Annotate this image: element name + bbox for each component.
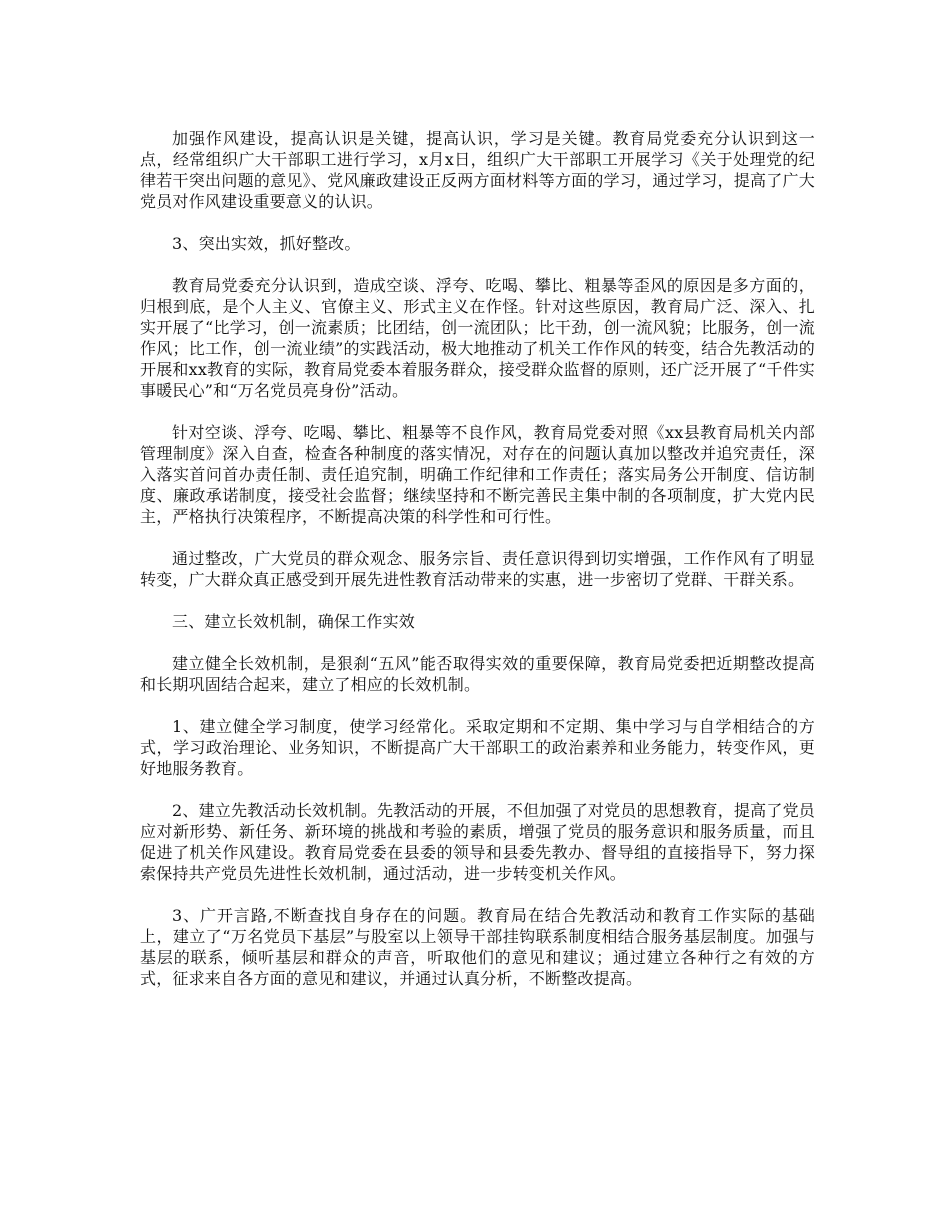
subheading-rectification: 3、突出实效，抓好整改。	[172, 234, 361, 253]
paragraph-mechanism-intro: 建立健全长效机制，是狠刹“五风”能否取得实效的重要保障，教育局党委把近期整改提高和长期巩固结合起来，建立了相应的长效机制。	[140, 654, 815, 694]
paragraph-study-system: 1、建立健全学习制度，使学习经常化。采取定期和不定期、集中学习与自学相结合的方式，学习政治理论、业务知识，不断提高广大干部职工的政治素养和业务能力，转变作风，更好地服务教育。	[140, 717, 815, 778]
document-body	[140, 128, 815, 1010]
paragraph-study-awareness: 加强作风建设，提高认识是关键，提高认识，学习是关键。教育局党委充分认识到这一点，经常组织广大干部职工进行学习，x月x日，组织广大干部职工开展学习《关于处理党的纪律若干突出问题的意见》、党风廉政建设正反两方面材料等方面的学习，通过学习，提高了广大党员对作风建设重要意义的认识。	[140, 129, 815, 211]
paragraph-open-channels: 3、广开言路,不断查找自身存在的问题。教育局在结合先教活动和教育工作实际的基础上，建立了“万名党员下基层”与股室以上领导干部挂钩联系制度相结合服务基层制度。加强与基层的联系，倾听基层和群众的声音，听取他们的意见和建议；通过建立各种行之有效的方式，征求来自各方面的意见和建议，并通过认真分析，不断整改提高。	[140, 906, 815, 988]
paragraph-rectification-results: 通过整改，广大党员的群众观念、服务宗旨、责任意识得到切实增强，工作作风有了明显转变，广大群众真正感受到开展先进性教育活动带来的实惠，进一步密切了党群、干群关系。	[140, 549, 815, 589]
section-heading-long-term-mechanism: 三、建立长效机制，确保工作实效	[172, 612, 416, 631]
paragraph-education-mechanism: 2、建立先教活动长效机制。先教活动的开展，不但加强了对党员的思想教育，提高了党员应对新形势、新任务、新环境的挑战和考验的素质，增强了党员的服务意识和服务质量，而且促进了机关作风建设。教育局党委在县委的领导和县委先教办、督导组的直接指导下，努力探索保持共产党员先进性长效机制，通过活动，进一步转变机关作风。	[140, 801, 815, 883]
paragraph-self-inspection: 针对空谈、浮夸、吃喝、攀比、粗暴等不良作风，教育局党委对照《xx县教育局机关内部管理制度》深入自查，检查各种制度的落实情况，对存在的问题认真加以整改并追究责任，深入落实首问首办责任制、责任追究制，明确工作纪律和工作责任；落实局务公开制度、信访制度、廉政承诺制度，接受社会监督；继续坚持和不断完善民主集中制的各项制度，扩大党内民主，严格执行决策程序，不断提高决策的科学性和可行性。	[140, 423, 815, 526]
paragraph-practice-activities: 教育局党委充分认识到，造成空谈、浮夸、吃喝、攀比、粗暴等歪风的原因是多方面的，归根到底，是个人主义、官僚主义、形式主义在作怪。针对这些原因，教育局广泛、深入、扎实开展了“比学习，创一流素质；比团结，创一流团队；比干劲，创一流风貌；比服务，创一流作风；比工作，创一流业绩”的实践活动，极大地推动了机关工作作风的转变，结合先教活动的开展和xx教育的实际，教育局党委本着服务群众，接受群众监督的原则，还广泛开展了“千件实事暖民心”和“万名党员亮身份”活动。	[140, 276, 815, 400]
